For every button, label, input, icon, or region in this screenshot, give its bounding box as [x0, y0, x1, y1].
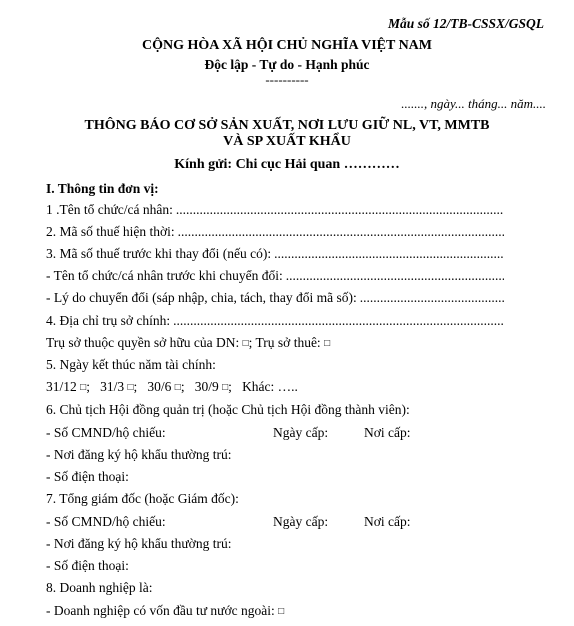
- tax-code-prev-label: 3. Mã số thuế trước khi thay đổi (nếu có):: [46, 246, 272, 261]
- office-owned-checkbox[interactable]: □: [242, 338, 249, 349]
- fy-other-label[interactable]: Khác: …..: [242, 379, 298, 394]
- foreign-invested-label: - Doanh nghiệp có vốn đầu tư nước ngoài:: [46, 603, 275, 618]
- fy-option-1-label: 31/12: [46, 379, 77, 394]
- change-reason-label: - Lý do chuyển đổi (sáp nhập, chia, tách, thay đổi mã số):: [46, 290, 357, 305]
- director-id-label[interactable]: - Số CMND/hộ chiếu:: [46, 514, 166, 529]
- chairman-issue-date-label[interactable]: Ngày cấp:: [273, 425, 329, 440]
- tax-code-label: 2. Mã số thuế hiện thời:: [46, 224, 175, 239]
- chairman-id-label[interactable]: - Số CMND/hộ chiếu:: [46, 425, 166, 440]
- change-reason-field[interactable]: [46, 290, 504, 306]
- fy-option-3-checkbox[interactable]: □: [174, 382, 181, 393]
- chairman-issue-place-label[interactable]: Nơi cấp:: [364, 425, 411, 440]
- fiscal-year-end-label: 5. Ngày kết thúc năm tài chính:: [46, 357, 216, 372]
- org-name-label: 1 .Tên tổ chức/cá nhân:: [46, 202, 173, 217]
- enterprise-type-heading: 8. Doanh nghiệp là:: [46, 580, 153, 595]
- director-phone-label[interactable]: - Số điện thoại:: [46, 558, 129, 573]
- tax-code-dots: [178, 224, 504, 240]
- fy-option-2-label: 31/3: [100, 379, 125, 394]
- chairman-id-row: [46, 425, 506, 441]
- fy-option-4-checkbox[interactable]: □: [222, 382, 229, 393]
- chairman-phone-label[interactable]: - Số điện thoại:: [46, 469, 129, 484]
- chairman-heading: 6. Chủ tịch Hội đồng quản trị (hoặc Chủ tịch Hội đồng thành viên):: [46, 402, 410, 417]
- org-name-prev-field[interactable]: [46, 268, 504, 284]
- form-number: Mẫu số 12/TB-CSSX/GSQL: [387, 16, 544, 31]
- office-ownership-row: Trụ sở thuộc quyền sở hữu của DN: □; Trụ sở thuê: □: [46, 335, 331, 350]
- org-name-dots: [176, 202, 504, 218]
- fy-option-2-checkbox[interactable]: □: [127, 382, 134, 393]
- foreign-invested-checkbox[interactable]: □: [278, 606, 285, 617]
- national-title: CỘNG HÒA XÃ HỘI CHỦ NGHĨA VIỆT NAM: [141, 38, 432, 53]
- director-id-row: [46, 514, 506, 530]
- document-title-line1: THÔNG BÁO CƠ SỞ SẢN XUẤT, NƠI LƯU GIỮ NL, VT, MMTB: [84, 118, 490, 133]
- fy-option-1-checkbox[interactable]: □: [80, 382, 87, 393]
- office-rented-label: Trụ sở thuê:: [255, 335, 321, 350]
- head-office-label: 4. Địa chỉ trụ sở chính:: [46, 313, 171, 328]
- tax-code-field[interactable]: [46, 224, 504, 240]
- org-name-prev-dots: [286, 268, 504, 284]
- org-name-field[interactable]: [46, 202, 504, 218]
- office-rented-checkbox[interactable]: □: [324, 338, 331, 349]
- director-issue-date-label[interactable]: Ngày cấp:: [273, 514, 329, 529]
- date-line: ......., ngày... tháng... năm....: [401, 96, 546, 111]
- head-office-dots: [173, 313, 504, 329]
- director-heading: 7. Tổng giám đốc (hoặc Giám đốc):: [46, 491, 239, 506]
- org-name-prev-label: - Tên tổ chức/cá nhân trước khi chuyển đổi:: [46, 268, 283, 283]
- tax-code-prev-field[interactable]: [46, 246, 504, 262]
- recipient-line: Kính gửi: Chi cục Hải quan …………: [174, 157, 400, 172]
- chairman-residence-label[interactable]: - Nơi đăng ký hộ khẩu thường trú:: [46, 447, 232, 462]
- change-reason-dots: [360, 290, 504, 306]
- section-heading: I. Thông tin đơn vị:: [46, 181, 159, 196]
- office-owned-label: Trụ sở thuộc quyền sở hữu của DN:: [46, 335, 240, 350]
- fy-option-3-label: 30/6: [147, 379, 172, 394]
- director-residence-label[interactable]: - Nơi đăng ký hộ khẩu thường trú:: [46, 536, 232, 551]
- national-motto: Độc lập - Tự do - Hạnh phúc: [204, 57, 370, 72]
- director-issue-place-label[interactable]: Nơi cấp:: [364, 514, 411, 529]
- tax-code-prev-dots: [274, 246, 504, 262]
- fiscal-year-options: 31/12 □; 31/3 □; 30/6 □; 30/9 □; Khác: …..: [46, 379, 298, 394]
- fy-option-4-label: 30/9: [194, 379, 219, 394]
- header-separator: ----------: [265, 72, 309, 87]
- document-title-line2: VÀ SP XUẤT KHẨU: [223, 134, 351, 149]
- head-office-field[interactable]: [46, 313, 504, 329]
- foreign-invested-row: [46, 603, 284, 620]
